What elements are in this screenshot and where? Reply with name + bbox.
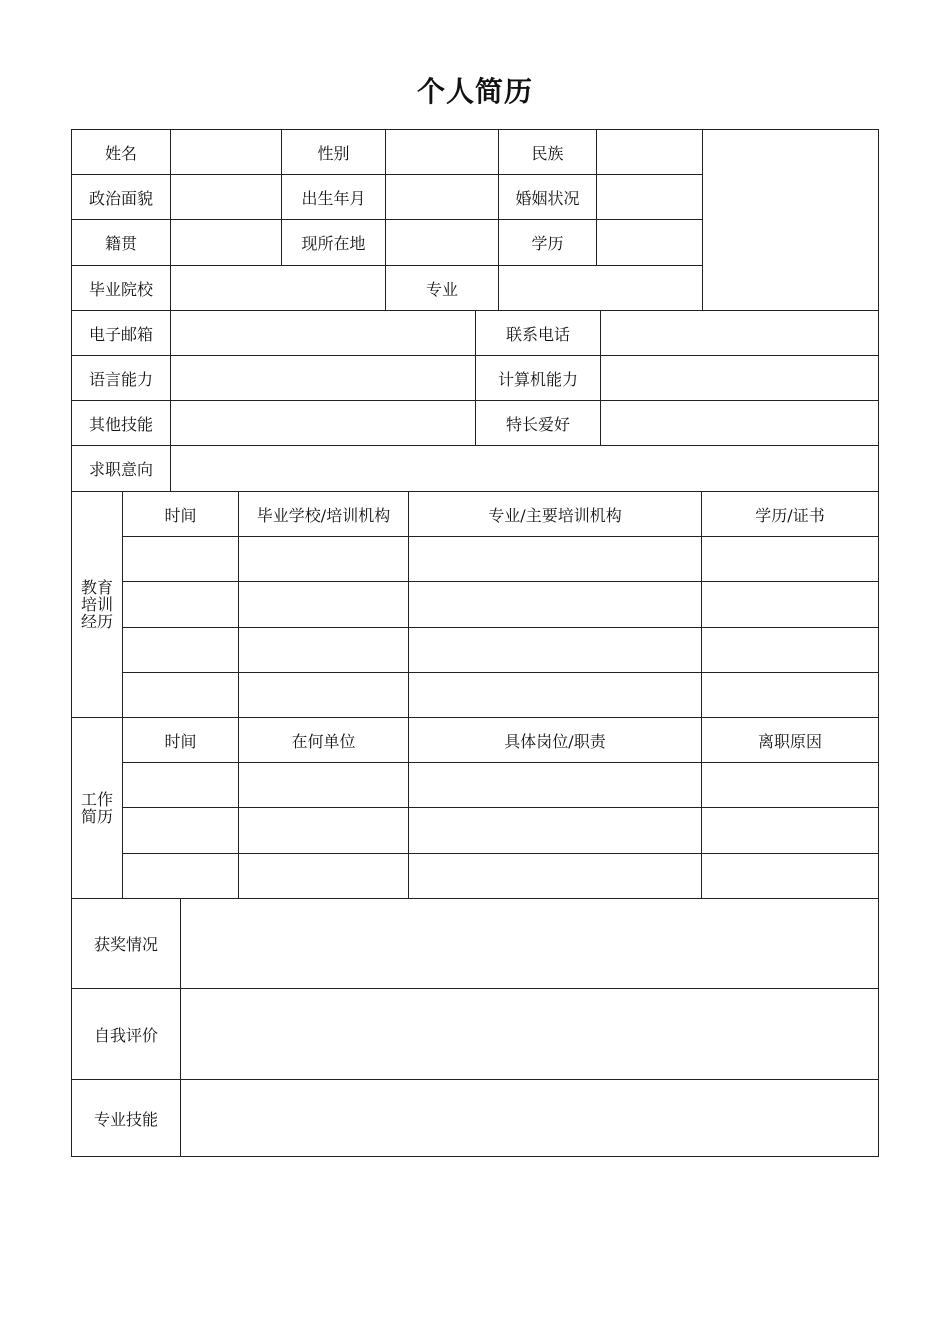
grid-line-horizontal (122, 581, 879, 582)
self-evaluation-field[interactable] (181, 989, 878, 1079)
grid-line-horizontal (71, 491, 879, 492)
work-header-time: 时间 (164, 731, 197, 751)
grid-line-vertical (878, 129, 879, 1157)
job-intent-label: 求职意向 (88, 460, 153, 479)
language-field[interactable] (171, 356, 475, 400)
page-title: 个人简历 (416, 75, 533, 108)
computer-skills-label: 计算机能力 (497, 369, 578, 389)
grid-line-horizontal (122, 536, 879, 537)
work-header-position: 具体岗位/职责 (504, 731, 606, 751)
name-label: 姓名 (104, 143, 137, 163)
gender-label: 性别 (317, 143, 350, 163)
grid-line-horizontal (122, 762, 879, 763)
grid-line-horizontal (122, 807, 879, 808)
marital-status-label: 婚姻状况 (515, 188, 580, 208)
grid-line-horizontal (71, 1079, 879, 1080)
language-label: 语言能力 (88, 369, 153, 389)
grid-line-horizontal (122, 627, 879, 628)
computer-skills-field[interactable] (601, 356, 878, 400)
phone-field[interactable] (601, 311, 878, 355)
professional-skills-field[interactable] (181, 1080, 878, 1156)
grid-line-vertical (71, 129, 72, 1157)
hobbies-label: 特长爱好 (505, 414, 570, 434)
grid-line-vertical (170, 129, 171, 492)
grid-line-horizontal (71, 174, 703, 175)
degree-field[interactable] (597, 220, 701, 265)
education-header-time: 时间 (164, 505, 197, 525)
major-label: 专业 (425, 279, 458, 299)
ethnicity-field[interactable] (597, 130, 701, 174)
grid-line-vertical (702, 129, 703, 311)
other-skills-label: 其他技能 (88, 414, 153, 434)
current-location-label: 现所在地 (301, 234, 366, 253)
grid-line-vertical (701, 491, 702, 899)
degree-label: 学历 (531, 234, 564, 253)
native-place-label: 籍贯 (104, 234, 137, 253)
political-status-label: 政治面貌 (88, 188, 153, 208)
grid-line-vertical (281, 129, 282, 266)
grid-line-vertical (475, 310, 476, 446)
email-label: 电子邮箱 (88, 324, 153, 344)
school-field[interactable] (171, 266, 385, 310)
grid-line-vertical (596, 129, 597, 266)
grid-line-vertical (600, 310, 601, 446)
phone-label: 联系电话 (505, 324, 570, 344)
grid-line-horizontal (71, 129, 879, 130)
awards-field[interactable] (181, 899, 878, 988)
grid-line-vertical (385, 129, 386, 311)
grid-line-vertical (122, 491, 123, 899)
gender-field[interactable] (386, 130, 498, 174)
grid-line-horizontal (122, 672, 879, 673)
grid-line-vertical (238, 491, 239, 899)
awards-label: 获奖情况 (93, 935, 158, 954)
marital-status-field[interactable] (597, 175, 701, 219)
grid-line-horizontal (71, 1156, 879, 1157)
education-header-school: 毕业学校/培训机构 (256, 505, 391, 525)
name-field[interactable] (171, 130, 281, 174)
hobbies-field[interactable] (601, 401, 878, 445)
ethnicity-label: 民族 (531, 143, 564, 163)
birth-date-field[interactable] (386, 175, 498, 219)
other-skills-field[interactable] (171, 401, 475, 445)
education-header-major: 专业/主要培训机构 (488, 505, 622, 525)
education-header-certificate: 学历/证书 (755, 505, 825, 525)
work-section-label: 工作简历 (80, 790, 113, 826)
birth-date-label: 出生年月 (301, 188, 366, 208)
school-label: 毕业院校 (88, 279, 153, 299)
native-place-field[interactable] (171, 220, 281, 265)
job-intent-field[interactable] (171, 446, 878, 491)
work-header-leave-reason: 离职原因 (757, 731, 822, 751)
grid-line-horizontal (122, 853, 879, 854)
grid-line-horizontal (71, 717, 879, 718)
email-field[interactable] (171, 311, 475, 355)
grid-line-horizontal (71, 898, 879, 899)
photo-area[interactable] (702, 130, 878, 310)
work-header-employer: 在何单位 (291, 731, 356, 751)
grid-line-vertical (408, 491, 409, 899)
major-field[interactable] (499, 266, 701, 310)
grid-line-vertical (498, 129, 499, 311)
current-location-field[interactable] (386, 220, 498, 265)
professional-skills-label: 专业技能 (93, 1109, 158, 1129)
self-evaluation-label: 自我评价 (93, 1025, 158, 1045)
education-section-label: 教育培训经历 (80, 578, 113, 631)
political-status-field[interactable] (171, 175, 281, 219)
grid-line-horizontal (71, 219, 703, 220)
grid-line-horizontal (71, 265, 703, 266)
grid-line-vertical (180, 898, 181, 1157)
grid-line-horizontal (71, 988, 879, 989)
